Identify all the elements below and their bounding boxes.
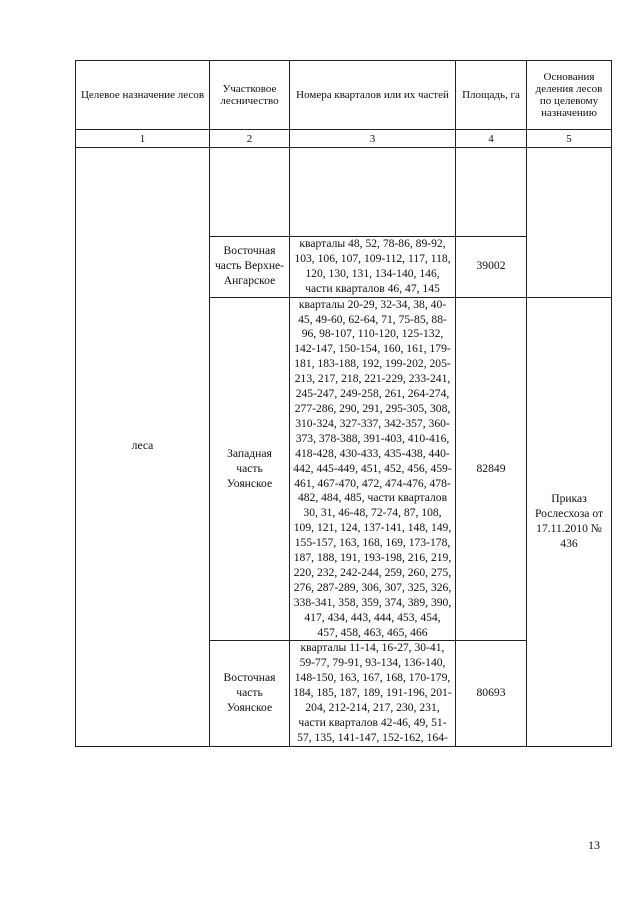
empty-cell (210, 148, 290, 237)
empty-cell (527, 148, 612, 298)
column-number: 5 (527, 130, 612, 148)
area-cell: 39002 (456, 237, 527, 298)
quarters-cell: кварталы 20-29, 32-34, 38, 40-45, 49-60, 62-64, 71, 75-85, 88-96, 98-107, 110-120, 125-132, 142-147, 150-154, 160, 161, 179-181, 183-188, 192, 199-202, 205-213, 217, 218, 221-229, 233-241, 245-247, 249-258, 261, 264-274, 277-286, 290, 291, 295-305, 308, 310-324, 327-337, 342-357, 360-373, 378-388, 391-403, 410-416, 418-428, 430-433, 435-438, 440-442, 445-449, 451, 452, 456, 459-461, 467-470, 472, 474-476, 478-482, 484, 485, части кварталов 30, 31, 46-48, 72-74, 87, 108, 109, 121, 124, 137-141, 148, 149, 155-157, 163, 168, 169, 173-178, 187, 188, 191, 193-198, 216, 219, 220, 232, 242-244, 259, 260, 275, 276, 287-289, 306, 307, 325, 326, 338-341, 358, 359, 374, 389, 390, 417, 434, 443, 444, 453, 454, 457, 458, 463, 465, 466 (290, 297, 456, 641)
quarters-cell: кварталы 11-14, 16-27, 30-41, 59-77, 79-91, 93-134, 136-140, 148-150, 163, 167, 168, 170-179, 184, 185, 187, 189, 191-196, 201-204, 212-214, 217, 230, 231, части кварталов 42-46, 49, 51-57, 135, 141-147, 152-162, 164- (290, 641, 456, 746)
empty-cell (456, 148, 527, 237)
column-number: 3 (290, 130, 456, 148)
header-target-purpose: Целевое назначение лесов (76, 61, 210, 130)
page-number: 13 (588, 838, 600, 852)
forest-division-table (75, 60, 612, 747)
table-row (76, 148, 612, 237)
column-number: 1 (76, 130, 210, 148)
column-number-row (76, 130, 612, 148)
target-purpose-cell: леса (76, 148, 210, 747)
area-cell: 80693 (456, 641, 527, 746)
column-number: 4 (456, 130, 527, 148)
district-cell: Восточная часть Верхне-Ангарское (210, 237, 290, 298)
header-row (76, 61, 612, 130)
column-number: 2 (210, 130, 290, 148)
empty-cell (290, 148, 456, 237)
header-basis: Основания деления лесов по целевому назначению (527, 61, 612, 130)
header-quarters: Номера кварталов или их частей (290, 61, 456, 130)
area-cell: 82849 (456, 297, 527, 641)
quarters-cell: кварталы 48, 52, 78-86, 89-92, 103, 106, 107, 109-112, 117, 118, 120, 130, 131, 134-140, 146, части кварталов 46, 47, 145 (290, 237, 456, 298)
basis-cell: Приказ Рослесхоза от 17.11.2010 № 436 (527, 297, 612, 746)
district-cell: Восточная часть Уоянское (210, 641, 290, 746)
district-cell: Западная часть Уоянское (210, 297, 290, 641)
header-district: Участковое лесничество (210, 61, 290, 130)
header-area: Площадь, га (456, 61, 527, 130)
